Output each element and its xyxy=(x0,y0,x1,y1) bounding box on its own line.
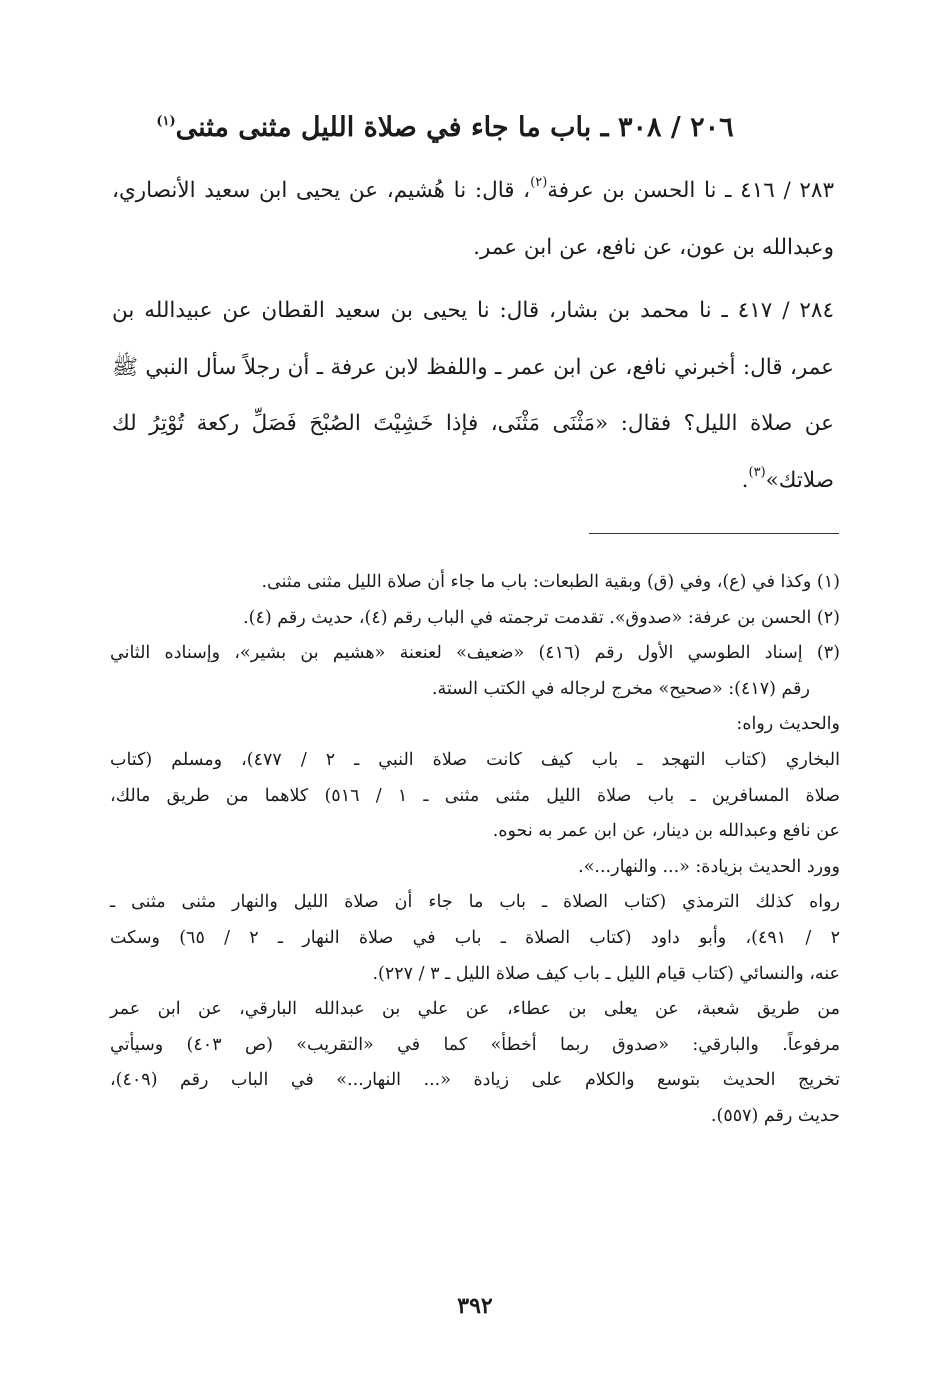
footnote-3: (٣) إسناد الطوسي الأول رقم (٤١٦) «ضعيف» لعنعنة «هشيم بن بشير»، وإسناده الثاني xyxy=(110,643,840,664)
hadith-paragraph-283 xyxy=(112,163,834,276)
page-number: ٣٩٢ xyxy=(457,1293,493,1319)
title-footnote-mark: (١) xyxy=(156,114,176,129)
footnote-line: رواه كذلك الترمذي (كتاب الصلاة ـ باب ما جاء أن صلاة الليل والنهار مثنى مثنى ـ xyxy=(110,892,840,913)
footnote-line: حديث رقم (٥٥٧). xyxy=(710,1105,840,1126)
footnote-3-continuation: رقم (٤١٧): «صحيح» مخرج لرجاله في الكتب الستة. xyxy=(431,678,810,699)
footnote-line: عن نافع وعبدالله بن دينار، عن ابن عمر به نحوه. xyxy=(492,821,840,842)
footnotes-section xyxy=(110,565,840,1135)
footnote-separator xyxy=(589,533,839,534)
footnote-line: والحديث رواه: xyxy=(736,714,840,735)
hadith-283-text-b: ، قال: نا هُشيم، عن يحيى ابن سعيد الأنصاري، وعبدالله بن عون، عن نافع، عن ابن عمر. xyxy=(112,178,834,260)
footnote-line: وورد الحديث بزيادة: «... والنهار...». xyxy=(578,856,840,877)
footnote-2: (٢) الحسن بن عرفة: «صدوق». تقدمت ترجمته في الباب رقم (٤)، حديث رقم (٤). xyxy=(243,607,840,628)
chapter-title-text: ٢٠٦ / ٣٠٨ ـ باب ما جاء في صلاة الليل مثنى مثنى xyxy=(175,112,734,143)
footnote-line: تخريج الحديث بتوسع والكلام على زيادة «... النهار...» في الباب رقم (٤٠٩)، xyxy=(110,1070,840,1091)
footnote-line: عنه، والنسائي (كتاب قيام الليل ـ باب كيف صلاة الليل ـ ٣ / ٢٢٧). xyxy=(372,963,840,984)
footnote-line: من طريق شعبة، عن يعلى بن عطاء، عن علي بن عبدالله البارقي، عن ابن عمر xyxy=(110,999,840,1020)
footnote-line: مرفوعاً. والبارقي: «صدوق ربما أخطأ» كما في «التقريب» (ص ٤٠٣) وسيأتي xyxy=(110,1034,841,1055)
chapter-title xyxy=(110,98,780,158)
hadith-283-text-a: ٢٨٣ / ٤١٦ ـ نا الحسن بن عرفة xyxy=(547,178,834,203)
footnote-line: ٢ / ٤٩١)، وأبو داود (كتاب الصلاة ـ باب في صلاة النهار ـ ٢ / ٦٥) وسكت xyxy=(110,927,840,948)
footnote-line: البخاري (كتاب التهجد ـ باب كيف كانت صلاة النبي ـ ٢ / ٤٧٧)، ومسلم (كتاب xyxy=(110,749,840,770)
hadith-283-footnote-mark: (٢) xyxy=(530,175,548,190)
hadith-284-text-b: . xyxy=(741,467,749,493)
footnote-line: صلاة المسافرين ـ باب صلاة الليل مثنى مثنى ـ ١ / ٥١٦) كلاهما من طريق مالك، xyxy=(110,785,840,806)
hadith-284-text-a: ٢٨٤ / ٤١٧ ـ نا محمد بن بشار، قال: نا يحيى بن سعيد القطان عن عبيدالله بن عمر، قال: أخبرني نافع، عن ابن عمر ـ واللفظ لابن عرفة ـ أن رجلاً سأل النبي ﷺ عن صلاة الليل؟ فقال: «مَثْنَى مَثْنَى، فإذا خَشِيْتَ الصُبْحَ فَصَلِّ ركعة تُوْتِرُ لك صلاتك» xyxy=(112,298,834,493)
hadith-paragraph-284 xyxy=(112,283,834,509)
hadith-284-footnote-mark: (٣) xyxy=(748,464,766,480)
footnote-1: (١) وكذا في (ع)، وفي (ق) وبقية الطبعات: باب ما جاء أن صلاة الليل مثنى مثنى. xyxy=(261,572,840,592)
